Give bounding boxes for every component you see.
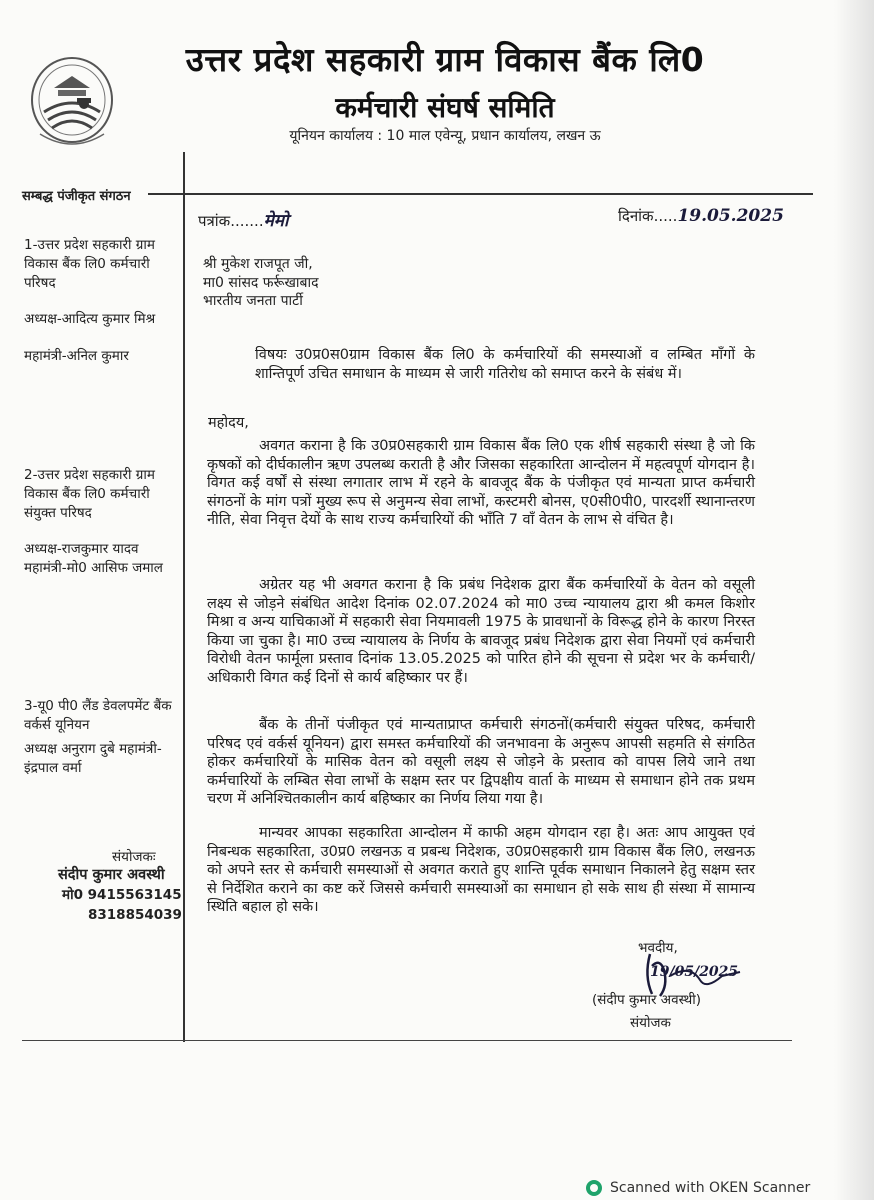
sidebar-org3-name: 3-यू0 पी0 लैंड डेवलपमेंट बैंक वर्कर्स यूनियन <box>24 698 172 733</box>
committee-name: कर्मचारी संघर्ष समिति <box>335 91 555 124</box>
page-edge-shadow <box>834 0 874 1200</box>
sidebar-org3-officers: अध्यक्ष अनुराग दुबे महामंत्री-इंद्रपाल वर्मा <box>24 741 162 776</box>
date-value: 19.05.2025 <box>677 206 784 226</box>
recipient-name: श्री मुकेश राजपूत जी, <box>203 256 313 272</box>
reference-label: पत्रांक <box>198 212 231 230</box>
body-paragraph-2: अग्रेतर यह भी अवगत कराना है कि प्रबंध निदेशक द्वारा बैंक कर्मचारियों के वेतन को वसूली लक्ष्य से जोड़ने संबंधित आदेश दिनांक 02.07.2024 को मा0 उच्च न्यायालय द्वारा श्री कमल किशोर मिश्रा व अन्य याचिकाओं में सहकारी सेवा नियमावली 1975 के प्रावधानों के विरूद्ध होने के कारण निरस्त किया जा चुका है। मा0 उच्च न्यायालय के निर्णय के बावजूद प्रबंध निदेशक द्वारा सेवा नियमों एवं कर्मचारी विरोधी वेतन फार्मूला प्रस्ताव दिनांक 13.05.2025 को पारित होने की सूचना से प्रदेश भर के कर्मचारी/अधिकारी विगत कई दिनों से कार्य बहिष्कार पर हैं। <box>207 577 755 686</box>
reference-number: पत्रांक.......मेमो <box>198 211 289 231</box>
signer-designation: संयोजक <box>630 1015 671 1031</box>
body-paragraph-4: मान्यवर आपका सहकारिता आन्दोलन में काफी अहम योगदान रहा है। अतः आप आयुक्त एवं निबन्धक सहकारिता, उ0प्र0 लखनऊ व प्रबन्ध निदेशक, उ0प्र0सहकारी ग्राम विकास बैंक लि0, लखनऊ को अपने स्तर से कर्मचारी समस्याओं से अवगत कराते हुए शान्ति पूर्वक समाधान निकालने हेतु सक्षम स्तर से निर्देशित कराने का कष्ट करें जिससे कर्मचारी समस्याओं का समाधान हो सके साथ ही संस्था में सामान्य स्थिति बहाल हो सके। <box>207 825 755 916</box>
scanner-logo-icon <box>586 1180 602 1196</box>
valediction: भवदीय, <box>638 940 678 956</box>
letter-subject: विषयः उ0प्र0स0ग्राम विकास बैंक लि0 के कर्मचारियों की समस्याओं व लम्बित माँगों के शान्तिपूर्ण उचित समाधान के माध्यम से जारी गतिरोध को समाप्त करने के संबंध में। <box>255 347 755 382</box>
sidebar-convenor-phone1: मो0 9415563145 <box>62 887 182 903</box>
salutation: महोदय, <box>208 415 249 431</box>
sidebar-convenor-phone2: 8318854039 <box>88 907 182 923</box>
organization-name: उत्तर प्रदेश सहकारी ग्राम विकास बैंक लि0 <box>185 40 705 79</box>
sidebar-org1-president: अध्यक्ष-आदित्य कुमार मिश्र <box>24 311 156 327</box>
signer-name: (संदीप कुमार अवस्थी) <box>592 992 701 1008</box>
recipient-block <box>203 255 319 311</box>
sidebar-org2-name: 2-उत्तर प्रदेश सहकारी ग्राम विकास बैंक लि0 कर्मचारी संयुक्त परिषद <box>24 467 155 521</box>
scanner-watermark <box>586 1180 810 1196</box>
sidebar-org1-name: 1-उत्तर प्रदेश सहकारी ग्राम विकास बैंक लि0 कर्मचारी परिषद <box>24 237 155 291</box>
bank-emblem-logo <box>22 50 122 182</box>
recipient-designation: मा0 सांसद फर्रूखाबाद <box>203 274 319 291</box>
date-label: दिनांक <box>618 207 654 225</box>
union-office-address: यूनियन कार्यालय : 10 माल एवेन्यू, प्रधान कार्यालय, लखन ऊ <box>289 128 601 144</box>
sidebar-org2-officers: अध्यक्ष-राजकुमार यादव महामंत्री-मो0 आसिफ जमाल <box>24 541 163 576</box>
letter-date: दिनांक.....19.05.2025 <box>618 206 784 226</box>
sidebar-org1-secretary: महामंत्री-अनिल कुमार <box>24 348 129 364</box>
body-paragraph-3: बैंक के तीनों पंजीकृत एवं मान्यताप्राप्त कर्मचारी संगठनों(कर्मचारी संयुक्त परिषद, कर्मचारी परिषद एवं वर्कर्स यूनियन) द्वारा समस्त कर्मचारियों की जनभावना के अनुरूप आपसी सहमति से संगठित होकर कर्मचारियों के मासिक वेतन को वसूली लक्ष्य से जोड़ने के प्रस्ताव को वापस लिये जाने तथा कर्मचारियों के लम्बित सेवा लाभों के सक्षम स्तर पर द्विपक्षीय वार्ता के माध्यम से समाधान होने तक प्रथम चरण में अनिश्चितकालीन कार्य बहिष्कार का निर्णय लिया गया है। <box>207 717 755 808</box>
recipient-party: भारतीय जनता पार्टी <box>203 293 303 309</box>
reference-value: मेमो <box>263 211 289 231</box>
body-paragraph-1: अवगत कराना है कि उ0प्र0सहकारी ग्राम विकास बैंक लि0 एक शीर्ष सहकारी संस्था है जो कि कृषकों को दीर्घकालीन ऋण उपलब्ध कराती है और जिसका सहकारिता आन्दोलन में महत्वपूर्ण योगदान है। विगत कई वर्षों से संस्था लगातार लाभ में रहने के बावजूद बैंक के पंजीकृत एवं मान्यता प्राप्त कर्मचारी संगठनों के मांग पत्रों मुख्य रूप से अनुमन्य सेवा लाभों, कस्टमरी बोनस, ए0सी0पी0, पारदर्शी स्थानान्तरण नीति, सेवा निवृत्त देयों के साथ राज्य कर्मचारियों की भाँति 7 वाँ वेतन के लाभ से वंचित है। <box>207 438 755 529</box>
signature-date: 19/05/2025 <box>650 964 739 980</box>
sidebar-convenor-label: संयोजकः <box>112 849 156 865</box>
footer-divider <box>22 1040 792 1041</box>
scanner-text: Scanned with OKEN Scanner <box>610 1180 811 1196</box>
header-divider <box>148 193 813 195</box>
affiliation-label: सम्बद्ध पंजीकृत संगठन <box>22 189 131 204</box>
sidebar-convenor-name: संदीप कुमार अवस्थी <box>58 867 165 883</box>
